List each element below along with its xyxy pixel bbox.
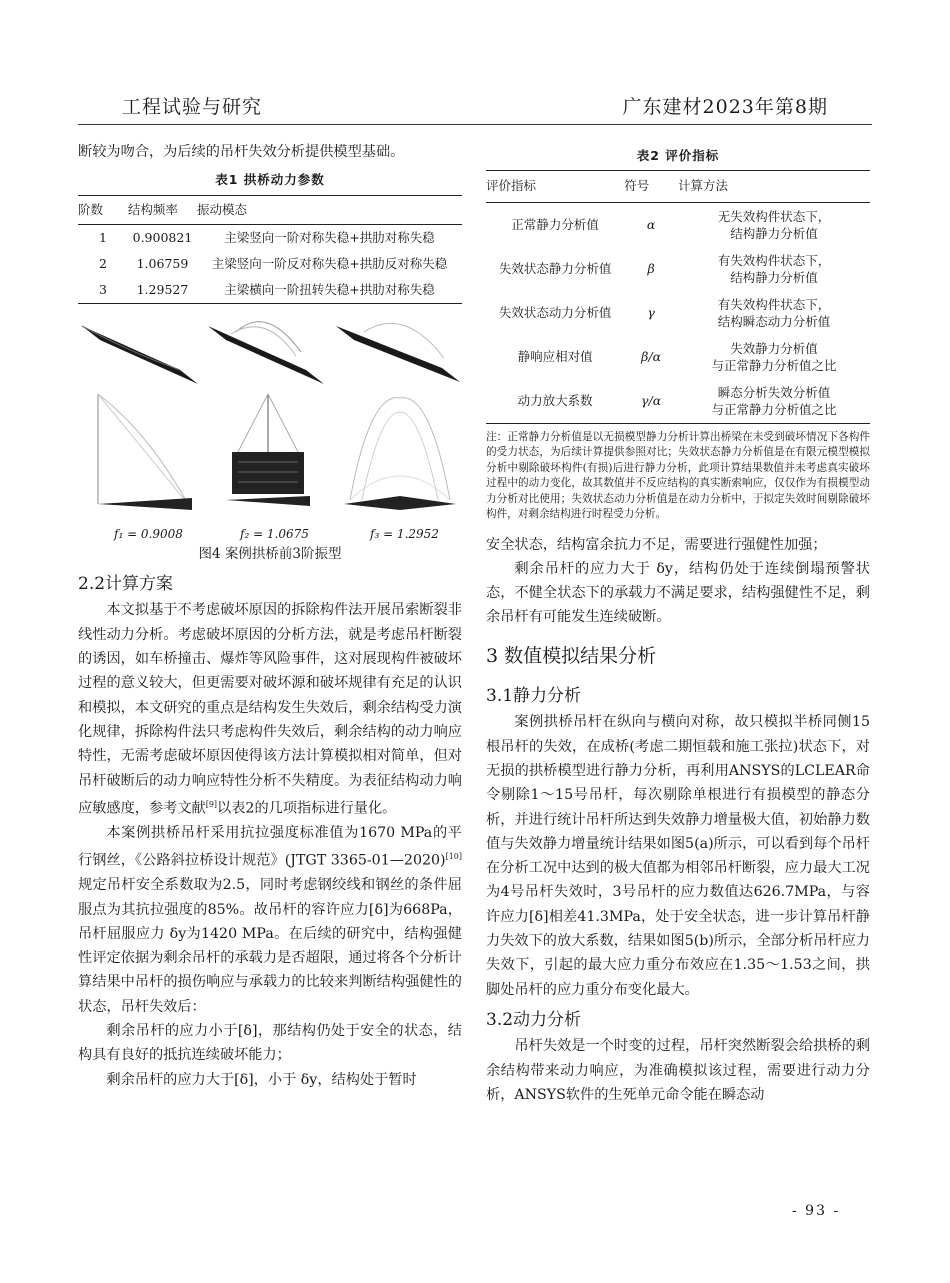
table-row [78,224,462,251]
figure4-mode-shapes [78,312,462,540]
running-header-journal: 工程试验与研究 [122,96,263,118]
mode1-elevation-image [88,392,200,522]
running-header-issue: 广东建材2023年第8期 [622,96,828,118]
paragraph-allowable-stress: 本案例拱桥吊杆采用抗拉强度标准值为1670 MPa的平行钢丝，《公路斜拉桥设计规范》(JTGT 3365-01—2020)[10]规定吊杆安全系数取为2.5，同时考虑钢绞线和钢丝的条件屈服点为其抗拉强度的85%。故吊杆的容许应力[δ]为668Pa，吊杆屈服应力 δy为1420 MPa。在后续的研究中，结构强健性评定依据为剩余吊杆的承载力是否超限，通过将各个分析计算结果中吊杆的损伤响应与承载力的比较来判断结构强健性的状态，吊杆失效后： [78,824,462,1015]
table-cell: 1.06759 [136,255,189,271]
mode2-elevation-image [218,392,318,522]
table1-header: 振动模态 [197,195,462,224]
table-cell: 失效状态动力分析值 [498,305,612,321]
mode1-deck-image [80,312,200,392]
table-cell: 失效状态静力分析值 [498,261,612,277]
table2-header: 评价指标 [486,171,624,202]
table-cell: 0.900821 [132,229,193,245]
mode3-elevation-image [340,392,460,522]
section-3-2-title: 3.2动力分析 [486,1009,582,1030]
table-cell: α [646,217,656,233]
citation-ref: [10] [445,852,462,862]
table-cell: 有失效构件状态下， 结构瞬态动力分析值 [717,296,831,329]
table-cell: 静响应相对值 [517,349,593,365]
table-cell: 动力放大系数 [517,393,593,409]
figure4-label: f₁ = 0.9008 [114,526,183,541]
table1-header: 阶数 [78,195,128,224]
table-cell: 失效静力分析值 与正常静力分析值之比 [711,340,837,373]
table-row [78,251,462,277]
table-cell: 主梁竖向一阶对称失稳+拱肋对称失稳 [224,229,435,245]
table-cell: 主梁竖向一阶反对称失稳+拱肋反对称失稳 [211,255,448,271]
page-number: - 93 - [792,1203,841,1219]
table1-header: 结构频率 [128,195,197,224]
table1-caption: 表1 拱桥动力参数 [215,172,325,188]
table-cell: 2 [98,255,107,271]
table-row [486,202,870,247]
paragraph-safe-state: 剩余吊杆的应力小于[δ]，那结构仍处于安全的状态，结构具有良好的抵抗连续破坏能力； [78,1023,462,1064]
intro-paragraph: 断较为吻合，为后续的吊杆失效分析提供模型基础。 [78,144,405,160]
table-cell: γ [647,305,655,321]
table-cell: 无失效构件状态下， 结构静力分析值 [717,208,831,241]
paragraph-continued: 安全状态，结构富余抗力不足，需要进行强健性加强； [486,536,827,553]
figure4-label: f₂ = 1.0675 [240,526,309,541]
section-2-2-title: 2.2计算方案 [78,574,174,595]
table2-caption: 表2 评价指标 [636,148,720,163]
table2-header: 符号 [624,171,678,202]
paragraph-temporary-state: 剩余吊杆的应力大于[δ]，小于 δy，结构处于暂时 [106,1071,417,1088]
mode2-deck-image [206,312,326,392]
table-row [486,247,870,291]
section-3-1-title: 3.1静力分析 [486,686,582,707]
right-column [486,140,870,1107]
table1 [78,195,462,304]
table2-header: 计算方法 [678,171,870,202]
table-cell: 正常静力分析值 [511,217,599,233]
paragraph-dynamic-analysis: 吊杆失效是一个时变的过程，吊杆突然断裂会给拱桥的剩余结构带来动力响应，为准确模拟该过程，需要进行动力分析，ANSYS软件的生死单元命令能在瞬态动 [486,1038,870,1103]
table2 [486,170,870,423]
table-row [486,335,870,379]
citation-ref: [9] [205,799,218,809]
figure4-caption: 图4 案例拱桥前3阶振型 [198,545,342,562]
mode3-deck-image [334,312,462,392]
table-cell: 1 [98,229,107,245]
table-cell: 瞬态分析失效分析值 与正常静力分析值之比 [711,384,837,417]
section-3-title: 3 数值模拟结果分析 [486,644,657,667]
left-column [78,140,462,1092]
table2-note: 注：正常静力分析值是以无损模型静力分析计算出桥梁在未受到破坏情况下各构件的受力状态，为后续计算提供参照对比；失效状态静力分析值是在有限元模型模拟分析中剔除破坏构件(有损)后进行静力分析，此项计算结果数值并未考虑真实破坏过程中的动力变化，故其数值并不反应结构的真实断索响应，仅仅作为有损模型动力分析对比使用；失效状态动力分析值是在动力分析中，于拟定失效时间剔除破坏构件，对剩余结构进行时程受力分析。 [486,430,870,521]
table-cell: 主梁横向一阶扭转失稳+拱肋对称失稳 [224,281,435,297]
table-cell: 有失效构件状态下， 结构静力分析值 [717,252,831,285]
table-cell: β/α [641,349,662,365]
table-cell: 3 [98,281,107,297]
figure4-label: f₃ = 1.2952 [370,526,439,541]
table-row [78,277,462,304]
table-row [486,379,870,424]
paragraph-static-analysis: 案例拱桥吊杆在纵向与横向对称，故只模拟半桥同侧15根吊杆的失效，在成桥(考虑二期恒载和施工张拉)状态下，对无损的拱桥模型进行静力分析，再利用ANSYS的LCLEAR命令剔除1～15号吊杆，每次剔除单根进行有损模型的静态分析，并进行统计吊杆所达到失效静力增量极大值，初始静力数值与失效静力增量统计结果如图5(a)所示，可以看到每个吊杆在分析工况中达到的极大值都为相邻吊杆断裂，应力最大工况为4号吊杆失效时，3号吊杆的应力数值达626.7MPa，与容许应力[δ]相差41.3MPa，处于安全状态，进一步计算吊杆静力失效下的放大系数，结果如图5(b)所示，全部分析吊杆应力失效下，引起的最大应力重分布效应在1.35～1.53之间，拱脚处吊杆的应力重分布变化最大。 [486,714,870,998]
paragraph-method: 本文拟基于不考虑破坏原因的拆除构件法开展吊索断裂非线性动力分析。考虑破坏原因的分析方法，就是考虑吊杆断裂的诱因，如车桥撞击、爆炸等风险事件，这对展现构件被破坏过程的意义较大，但更需要对破坏源和破坏规律有充足的认识和模拟，本文研究的重点是结构发生失效后，剩余结构受力演化规律，拆除构件法只考虑构件失效后，剩余结构的动力响应特性，无需考虑破坏原因使得该方法计算模拟相对简单，但对吊杆破断后的动力响应特性分析不失精度。为表征结构动力响应敏感度，参考文献[9]以表2的几项指标进行量化。 [78,602,462,817]
table-cell: β [647,261,655,277]
table-cell: γ/α [641,393,662,409]
table-cell: 1.29527 [136,281,189,297]
header-rule [78,124,872,125]
paragraph-warning-state: 剩余吊杆的应力大于 δy，结构仍处于连续倒塌预警状态，不健全状态下的承载力不满足要求，结构强健性不足，剩余吊杆有可能发生连续破断。 [486,560,870,626]
table-row [486,291,870,335]
